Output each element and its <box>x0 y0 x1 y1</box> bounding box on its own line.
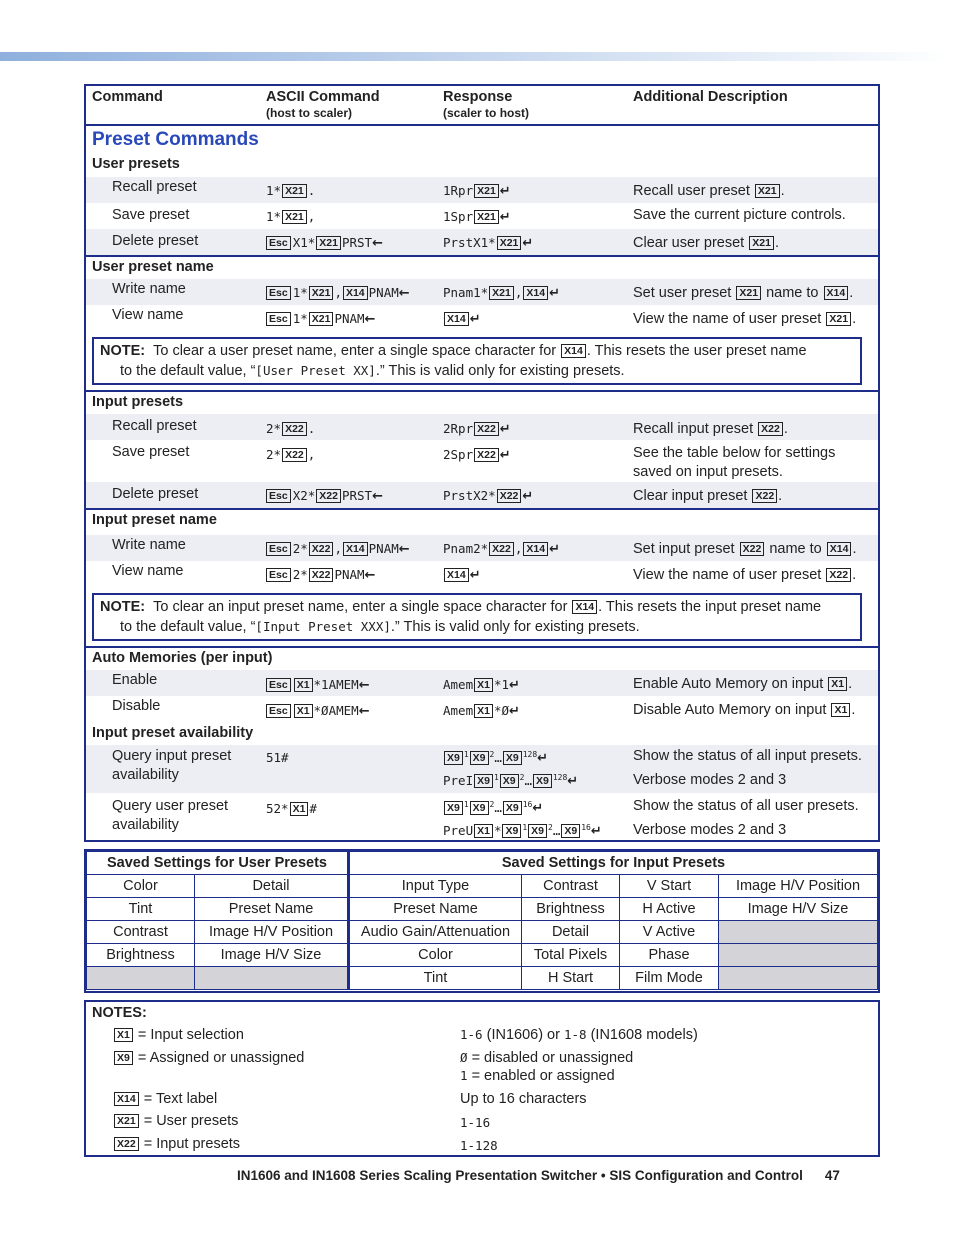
page-number: 47 <box>824 1168 840 1183</box>
divider <box>86 255 878 257</box>
section-preset-availability: Input preset availability <box>92 725 254 741</box>
col-response: Response (scaler to host) <box>443 89 530 120</box>
divider <box>86 390 878 392</box>
table-row: View name Esc 1* X21 PNAM← X14 ↵ View the name of user preset X21 . <box>112 307 857 327</box>
user-presets-settings: Saved Settings for User Presets Color Detail Tint Preset Name Contrast Image H/V Position Brightness Image H/V Size <box>86 851 348 990</box>
section-user-preset-name: User preset name <box>92 259 214 275</box>
notes-box: NOTES: X1 = Input selection 1-6 (IN1606) or 1-8 (IN1608 models) X9 = Assigned or unassigned Ø = disabled or unassigned 1 = enabled or assigned X14 = Text label Up to 16 characters X21 = User presets 1-16 X22 = Input presets 1-128 <box>84 1000 880 1157</box>
table-header <box>86 86 878 126</box>
table-row: Recall preset 2* X22 . 2Rpr X22 ↵ Recall input preset X22 . <box>86 414 878 440</box>
table-row: Delete preset Esc X1* X21 PRST← PrstX1* X21 ↵ Clear user preset X21 . <box>86 229 878 255</box>
table-row: Disable Esc X1 *ØAMEM← Amem X1 *Ø↵ Disable Auto Memory on input X1 . <box>112 698 856 719</box>
preset-commands-table <box>84 84 880 842</box>
table-row: Write name Esc 2* X22 , X14 PNAM← Pnam2* X22 , X14 ↵ Set input preset X22 name to X14 . <box>86 535 878 561</box>
note-user-preset: NOTE: To clear a user preset name, enter a single space character for X14 . This resets the user preset name to the default value, “[User Preset XX].” This is valid only for existing presets. <box>92 337 862 385</box>
section-auto-memories: Auto Memories (per input) <box>92 650 273 666</box>
divider <box>86 646 878 648</box>
col-description: Additional Description <box>633 89 788 105</box>
table-row: Save preset 2* X22 , 2Spr X22 ↵ See the table below for settings saved on input presets. <box>112 444 836 480</box>
section-user-presets: User presets <box>92 156 180 172</box>
divider <box>86 508 878 510</box>
page-title: Preset Commands <box>92 129 259 150</box>
section-input-presets: Input presets <box>92 394 184 410</box>
table-row: Save preset 1* X21 , 1Spr X21 ↵ Save the current picture controls. <box>112 207 846 225</box>
table-row: Recall preset 1* X21 . 1Rpr X21 ↵ Recall user preset X21 . <box>86 177 878 203</box>
notes-title: NOTES: <box>92 1005 147 1021</box>
table-row: Enable Esc X1 *1AMEM← Amem X1 *1↵ Enable Auto Memory on input X1 . <box>86 670 878 696</box>
table-row: Write name Esc 1* X21 , X14 PNAM← Pnam1* X21 , X14 ↵ Set user preset X21 name to X14 . <box>86 279 878 305</box>
col-ascii: ASCII Command (host to scaler) <box>266 89 380 120</box>
note-input-preset: NOTE: To clear an input preset name, enter a single space character for X14 . This resets the input preset name to the default value, “[Input Preset XXX].” This is valid only for existing presets. <box>92 593 862 641</box>
saved-settings-table <box>84 849 880 993</box>
table-row: Delete preset Esc X2* X22 PRST← PrstX2* X22 ↵ Clear input preset X22 . <box>86 482 878 508</box>
input-presets-settings: Saved Settings for Input Presets Input Type Contrast V Start Image H/V Position Preset Name Brightness H Active Image H/V Size Audio Gain/Attenuation Detail V Active Color Total Pixels Phase Tint H Start Film Mode <box>348 851 878 990</box>
header-gradient-bar <box>0 52 954 61</box>
page-footer: IN1606 and IN1608 Series Scaling Presentation Switcher • SIS Configuration and Control 47 <box>237 1168 840 1183</box>
table-row: Query input preset availability 51# X9 $^1$ X9 $^2$… X9 $^{128}$↵ PreI X9 $^1$ X9 $^2$… X9 $^{128}$↵ Show the status of all input presets. Verbose modes 2 and 3 <box>86 745 878 793</box>
col-command: Command <box>92 89 163 105</box>
section-input-preset-name: Input preset name <box>92 512 217 528</box>
table-row: Query user preset availability 52* X1 # X9 $^1$ X9 $^2$… X9 $^{16}$↵ PreU X1 * X9 $^1$ X9 $^2$… X9 $^{16}$↵ Show the status of all user presets. Verbose modes 2 and 3 <box>112 798 859 840</box>
table-row: View name Esc 2* X22 PNAM← X14 ↵ View the name of user preset X22 . <box>112 563 857 583</box>
